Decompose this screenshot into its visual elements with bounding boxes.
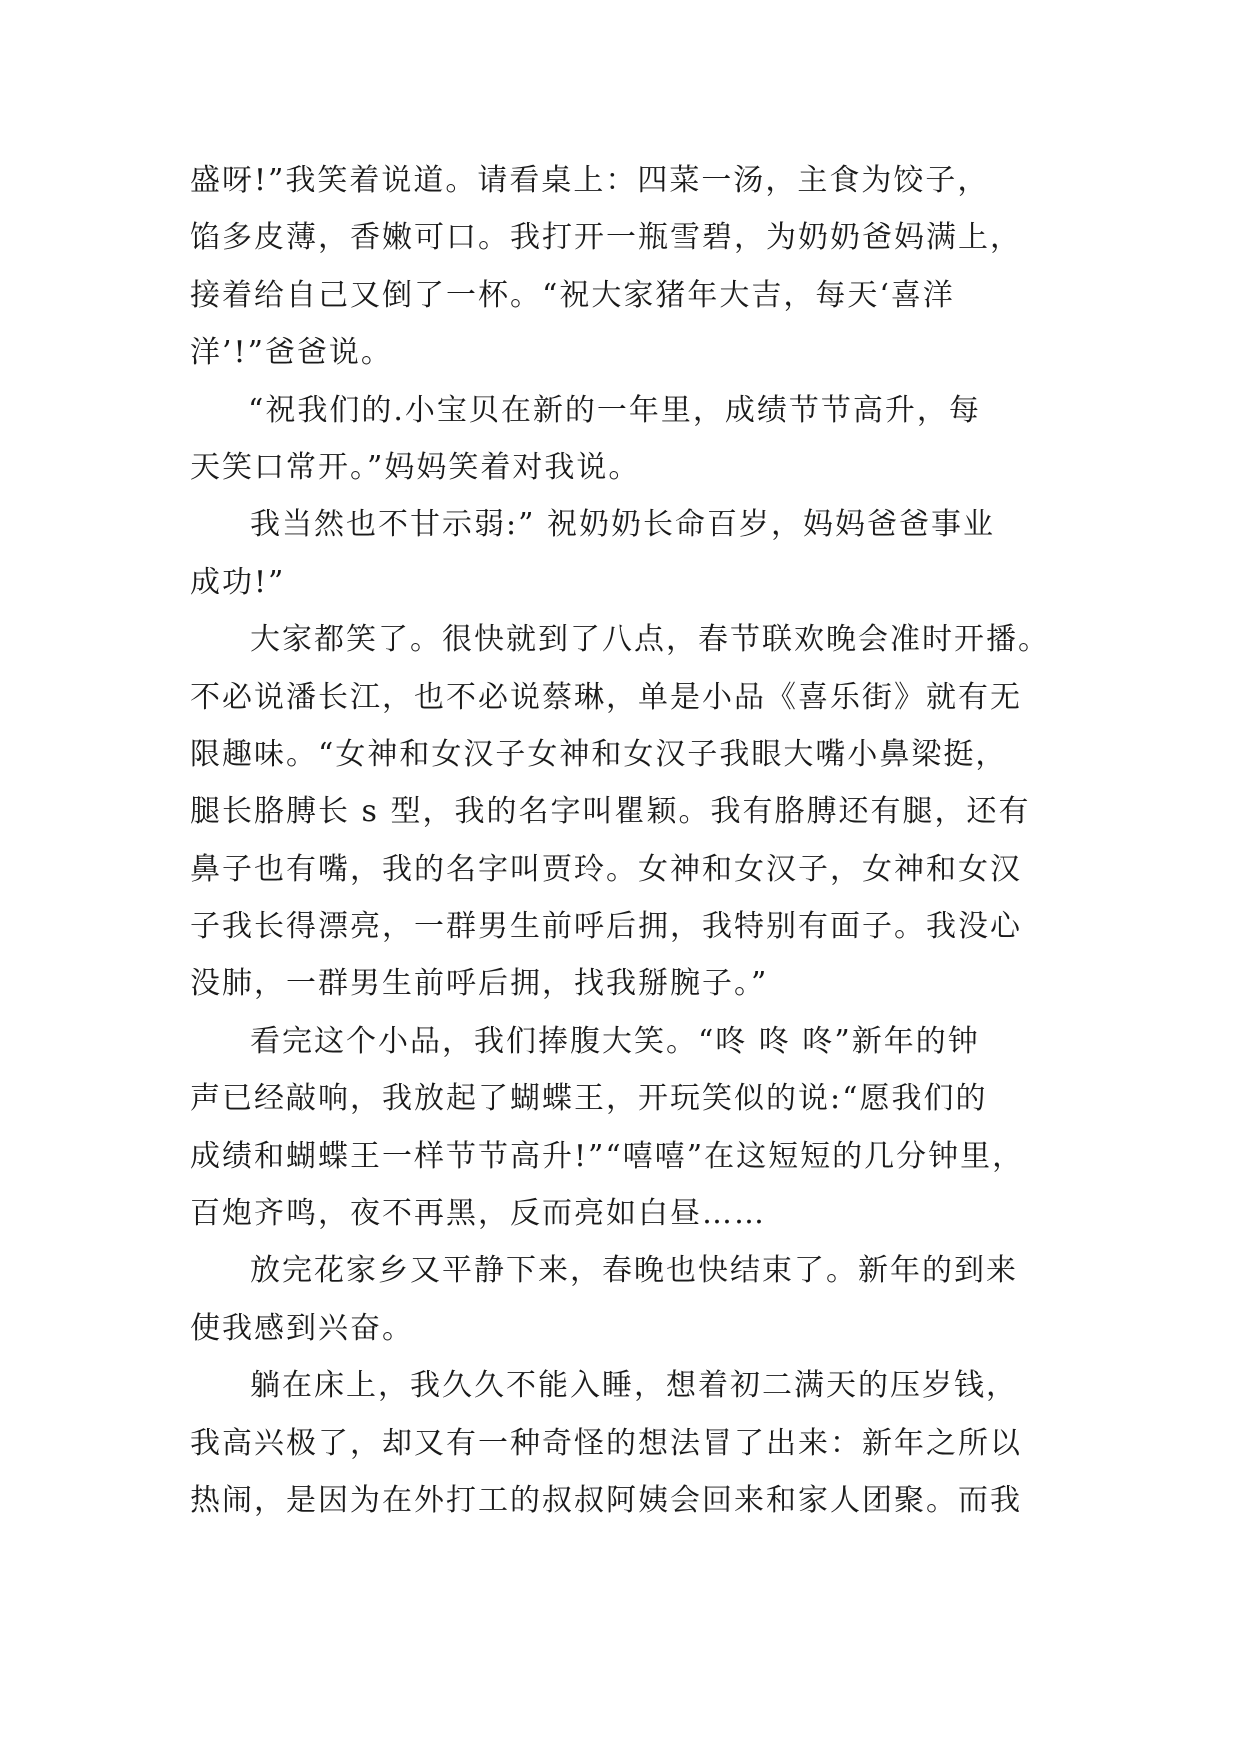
text-line: 声已经敲响，我放起了蝴蝶王，开玩笑似的说:“愿我们的 (190, 1081, 988, 1117)
text-line: 热闹，是因为在外打工的叔叔阿姨会回来和家人团聚。而我 (190, 1482, 1022, 1518)
text-line: 腿长胳膊长 s 型，我的名字叫瞿颖。我有胳膊还有腿，还有 (190, 794, 1031, 830)
paragraph-first-line: 看完这个小品，我们捧腹大笑。“咚 咚 咚”新年的钟 (250, 1023, 980, 1059)
text-line: 使我感到兴奋。 (190, 1310, 414, 1346)
paragraph-first-line: “祝我们的.小宝贝在新的一年里，成绩节节高升，每 (248, 392, 981, 428)
paragraph-first-line: 我当然也不甘示弱:” 祝奶奶长命百岁，妈妈爸爸事业 (250, 507, 995, 543)
text-line: 限趣味。“女神和女汉子女神和女汉子我眼大嘴小鼻梁挺， (190, 736, 1008, 772)
paragraph-first-line: 放完花家乡又平静下来，春晚也快结束了。新年的到来 (250, 1253, 1018, 1289)
essay-body (190, 152, 1050, 1529)
text-line: 我高兴极了，却又有一种奇怪的想法冒了出来：新年之所以 (190, 1425, 1022, 1461)
paragraph-first-line: 躺在床上，我久久不能入睡，想着初二满天的压岁钱， (250, 1368, 1018, 1404)
text-line: 洋’!”爸爸说。 (190, 335, 393, 371)
text-line: 成绩和蝴蝶王一样节节高升!”“嘻嘻”在这短短的几分钟里， (190, 1138, 1025, 1174)
paragraph-first-line: 大家都笑了。很快就到了八点，春节联欢晚会准时开播。 (250, 622, 1050, 658)
text-line: 接着给自己又倒了一杯。“祝大家猪年大吉，每天‘喜洋 (190, 277, 955, 313)
text-line: 没肺，一群男生前呼后拥，找我掰腕子。” (190, 966, 769, 1002)
text-line: 成功!” (190, 564, 286, 600)
text-line: 不必说潘长江，也不必说蔡琳，单是小品《喜乐街》就有无 (190, 679, 1022, 715)
text-line: 盛呀!”我笑着说道。请看桌上：四菜一汤，主食为饺子， (190, 163, 990, 198)
text-line: 馅多皮薄，香嫩可口。我打开一瓶雪碧，为奶奶爸妈满上， (190, 220, 1022, 256)
text-line: 百炮齐鸣，夜不再黑，反而亮如白昼…… (190, 1196, 766, 1232)
text-line: 天笑口常开。”妈妈笑着对我说。 (190, 449, 641, 485)
text-line: 子我长得漂亮，一群男生前呼后拥，我特别有面子。我没心 (190, 909, 1022, 945)
text-line: 鼻子也有嘴，我的名字叫贾玲。女神和女汉子，女神和女汉 (190, 851, 1022, 887)
